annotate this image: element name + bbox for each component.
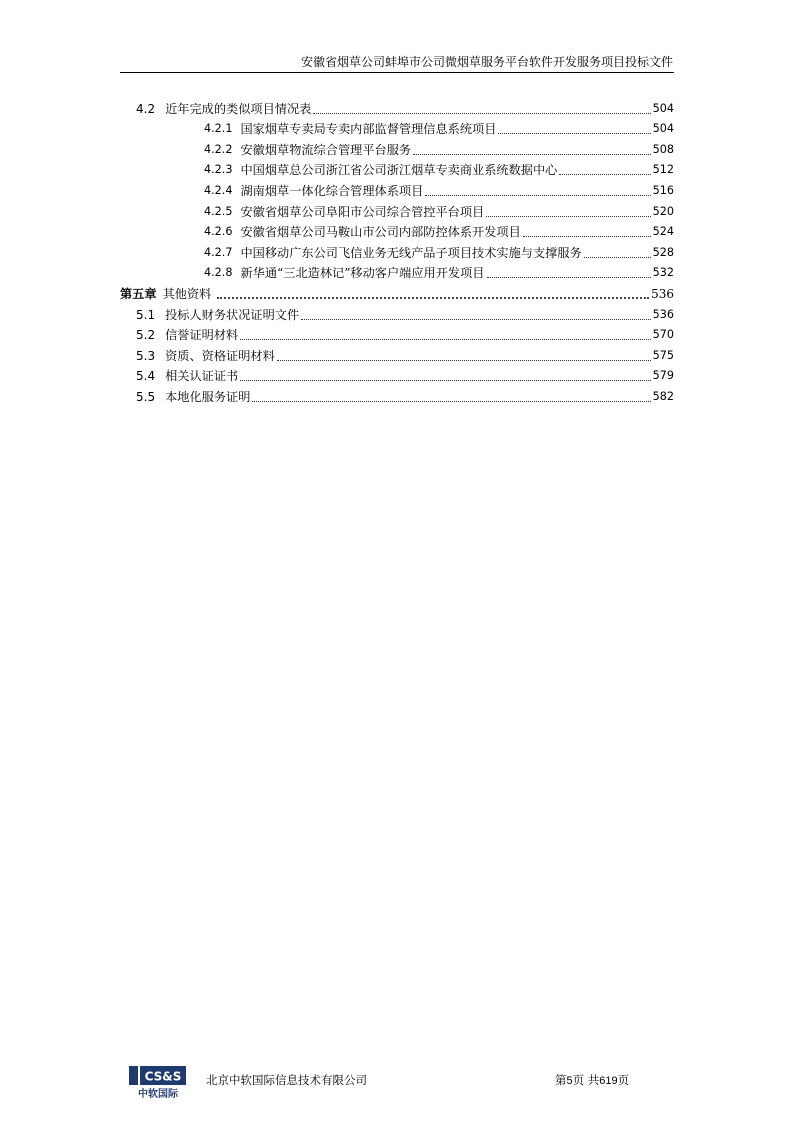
toc-entry-title: 相关认证证书 [165, 369, 239, 384]
document-header-title: 安徽省烟草公司蚌埠市公司微烟草服务平台软件开发服务项目投标文件 [300, 55, 673, 69]
toc-entry-title: 信誉证明材料 [165, 328, 239, 343]
toc-dot-leader [240, 339, 650, 340]
toc-entry-page: 570 [652, 328, 674, 342]
toc-dot-leader [252, 401, 650, 402]
toc-entry[interactable] [120, 261, 674, 282]
toc-dot-leader [486, 216, 650, 217]
toc-entry-page: 504 [652, 101, 674, 115]
toc-entry-page: 512 [652, 163, 674, 177]
toc-entry-number: 4.2.8 [204, 266, 233, 280]
toc-entry-title: 中国移动广东公司飞信业务无线产品子项目技术实施与支撑服务 [240, 245, 582, 260]
toc-entry[interactable] [120, 384, 674, 405]
toc-entry[interactable] [120, 220, 674, 241]
toc-entry[interactable] [120, 323, 674, 344]
toc-entry-title: 新华通“三北造林记”移动客户端应用开发项目 [240, 266, 485, 281]
page-mid: 页 共 [572, 1073, 600, 1087]
toc-chapter-entry[interactable] [120, 281, 674, 302]
toc-entry[interactable] [120, 343, 674, 364]
logo-chinese-text: 中软国际 [138, 1089, 178, 1100]
toc-entry-title: 本地化服务证明 [165, 389, 251, 404]
toc-entry-number: 4.2.2 [204, 142, 233, 156]
current-page: 5 [566, 1075, 573, 1087]
toc-entry[interactable] [120, 158, 674, 179]
toc-dot-leader [498, 133, 650, 134]
toc-dot-leader [240, 380, 650, 381]
toc-entry-title: 近年完成的类似项目情况表 [165, 101, 312, 116]
toc-entry-title: 其他资料 [162, 286, 212, 301]
toc-entry-page: 579 [652, 369, 674, 383]
toc-entry-page: 504 [652, 122, 674, 136]
toc-entry-page: 516 [652, 183, 674, 197]
toc-dot-leader [487, 277, 651, 278]
toc-entry-title: 中国烟草总公司浙江省公司浙江烟草专卖商业系统数据中心 [240, 163, 558, 178]
page-suffix: 页 [617, 1073, 630, 1087]
toc-entry[interactable] [120, 364, 674, 385]
toc-entry-number: 5.4 [136, 369, 156, 384]
toc-entry[interactable] [120, 137, 674, 158]
toc-entry-number: 5.5 [136, 389, 156, 404]
company-logo [128, 1064, 188, 1100]
toc-dot-leader [523, 236, 651, 237]
footer-page-number [555, 1072, 629, 1089]
toc-entry-number: 4.2.5 [204, 204, 233, 218]
toc-entry-title: 湖南烟草一体化综合管理体系项目 [240, 183, 424, 198]
header-rule [120, 72, 674, 73]
toc-entry[interactable] [120, 240, 674, 261]
logo-mark-left [129, 1066, 138, 1085]
toc-entry-page: 536 [651, 286, 674, 301]
toc-dot-leader [301, 319, 650, 320]
toc-entry-title: 投标人财务状况证明文件 [165, 307, 300, 322]
toc-entry[interactable] [120, 178, 674, 199]
toc-entry-title: 资质、资格证明材料 [165, 348, 275, 363]
toc-dot-leader [313, 113, 650, 114]
toc-entry-page: 532 [652, 266, 674, 280]
toc-entry-number: 5.1 [136, 307, 156, 322]
toc-entry-title: 安徽省烟草公司马鞍山市公司内部防控体系开发项目 [240, 225, 521, 240]
toc-entry-title: 国家烟草专卖局专卖内部监督管理信息系统项目 [240, 122, 497, 137]
toc-entry[interactable] [120, 199, 674, 220]
toc-entry-title: 安徽省烟草公司阜阳市公司综合管控平台项目 [240, 204, 485, 219]
toc-entry[interactable] [120, 302, 674, 323]
toc-entry-page: 524 [652, 225, 674, 239]
toc-entry-number: 第五章 [120, 286, 157, 301]
toc-entry-number: 4.2.1 [204, 122, 233, 136]
toc-dot-leader [559, 174, 650, 175]
toc-entry-number: 5.3 [136, 348, 156, 363]
toc-dot-leader [425, 195, 650, 196]
toc-entry-number: 4.2.3 [204, 163, 233, 177]
toc-entry-title: 安徽烟草物流综合管理平台服务 [240, 142, 412, 157]
total-pages: 619 [599, 1075, 618, 1087]
toc-entry-page: 536 [652, 307, 674, 321]
toc-entry-number: 4.2.6 [204, 225, 233, 239]
toc-dot-leader [277, 360, 651, 361]
toc-dot-leader [217, 297, 649, 299]
toc-entry-page: 528 [652, 245, 674, 259]
toc-dot-leader [413, 154, 651, 155]
toc-entry-page: 582 [652, 389, 674, 403]
toc-entry-number: 4.2 [136, 101, 156, 116]
toc-dot-leader [584, 257, 651, 258]
toc-entry[interactable] [120, 117, 674, 138]
toc-entry-number: 5.2 [136, 328, 156, 343]
toc-entry-number: 4.2.4 [204, 183, 233, 197]
toc-entry-number: 4.2.7 [204, 245, 233, 259]
page-prefix: 第 [555, 1073, 567, 1087]
toc-entry-page: 575 [652, 348, 674, 362]
toc-entry[interactable] [120, 96, 674, 117]
table-of-contents [120, 96, 674, 405]
footer-company-name: 北京中软国际信息技术有限公司 [206, 1073, 367, 1087]
toc-entry-page: 520 [652, 204, 674, 218]
toc-entry-page: 508 [652, 142, 674, 156]
logo-text: CS&S [144, 1069, 182, 1084]
